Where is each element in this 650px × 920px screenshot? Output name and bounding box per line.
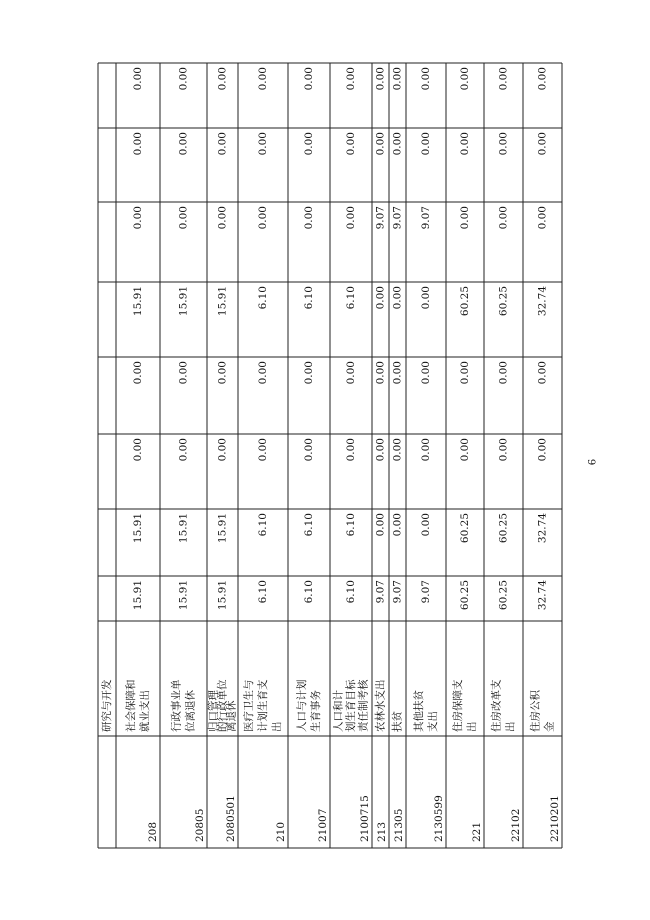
row-value-col-3: 0.00 xyxy=(459,438,471,462)
row-value-col-6: 0.00 xyxy=(536,206,549,230)
row-code: 210 xyxy=(275,821,287,842)
row-value-col-2: 6.10 xyxy=(303,513,315,537)
row-value-col-6: 9.07 xyxy=(420,206,432,230)
row-value-col-3: 0.00 xyxy=(303,438,315,462)
row-name-line: 就业支出 xyxy=(139,690,151,732)
row-name-line: 归口管理 xyxy=(207,690,220,732)
row-value-col-1: 15.91 xyxy=(216,580,229,611)
row-name-line: 的行政单位 xyxy=(216,679,229,732)
row-name-line: 出 xyxy=(504,721,517,732)
row-value-col-1: 9.07 xyxy=(391,580,404,604)
row-name-line: 医疗卫生与 xyxy=(243,679,255,732)
row-name-line: 人口与计划 xyxy=(296,679,308,732)
row-code: 20805 xyxy=(194,808,206,842)
row-name-line: 生育事务 xyxy=(310,690,322,732)
row-value-col-6: 9.07 xyxy=(391,206,404,230)
row-value-col-3: 0.00 xyxy=(257,438,269,462)
row-code: 208 xyxy=(147,821,159,842)
row-value-col-6: 0.00 xyxy=(459,206,471,230)
row-value-col-8: 0.00 xyxy=(345,67,357,91)
row-value-col-1: 15.91 xyxy=(177,580,190,611)
row-value-col-1: 9.07 xyxy=(420,580,432,604)
row-value-col-5: 0.00 xyxy=(420,286,432,310)
row-value-col-5: 32.74 xyxy=(536,286,549,317)
row-value-col-6: 0.00 xyxy=(132,206,144,230)
row-value-col-7: 0.00 xyxy=(177,132,190,156)
row-value-col-4: 0.00 xyxy=(374,361,387,385)
row-value-col-8: 0.00 xyxy=(420,67,432,91)
row-name-line: 社会保障和 xyxy=(125,679,137,732)
row-value-col-7: 0.00 xyxy=(536,132,549,156)
row-name-line: 离退休 xyxy=(225,700,238,732)
row-value-col-6: 0.00 xyxy=(497,206,510,230)
row-value-col-4: 0.00 xyxy=(420,361,432,385)
row-value-col-8: 0.00 xyxy=(132,67,144,91)
row-name-line: 其他扶贫 xyxy=(413,690,425,732)
row-value-col-3: 0.00 xyxy=(177,438,190,462)
row-name-line: 划生育目标 xyxy=(345,679,357,732)
row-name-line: 位离退休 xyxy=(184,690,197,732)
row-value-col-2: 60.25 xyxy=(459,513,471,544)
row-value-col-7: 0.00 xyxy=(345,132,357,156)
row-value-col-3: 0.00 xyxy=(132,438,144,462)
row-value-col-7: 0.00 xyxy=(303,132,315,156)
row-name-line: 住房保障支 xyxy=(452,679,464,732)
row-value-col-2: 0.00 xyxy=(391,513,404,537)
row-value-col-6: 0.00 xyxy=(177,206,190,230)
row-name-line: 金 xyxy=(543,721,556,732)
row-value-col-5: 60.25 xyxy=(459,286,471,317)
row-value-col-3: 0.00 xyxy=(391,438,404,462)
row-value-col-6: 0.00 xyxy=(257,206,269,230)
row-code: 22102 xyxy=(510,808,522,842)
row-value-col-6: 0.00 xyxy=(303,206,315,230)
row-value-col-8: 0.00 xyxy=(497,67,510,91)
row-name-line: 出 xyxy=(271,721,283,732)
row-value-col-7: 0.00 xyxy=(420,132,432,156)
page-number: 9 xyxy=(585,458,596,466)
row-value-col-2: 6.10 xyxy=(345,513,357,537)
row-name-line: 研究与开发 xyxy=(101,679,113,732)
row-value-col-4: 0.00 xyxy=(497,361,510,385)
row-value-col-4: 0.00 xyxy=(216,361,229,385)
row-value-col-5: 15.91 xyxy=(177,286,190,317)
row-value-col-8: 0.00 xyxy=(536,67,549,91)
row-value-col-5: 6.10 xyxy=(345,286,357,310)
row-value-col-6: 9.07 xyxy=(374,206,387,230)
row-value-col-1: 6.10 xyxy=(257,580,269,604)
row-name-line: 住房公积 xyxy=(529,690,542,732)
row-value-col-2: 0.00 xyxy=(374,513,387,537)
row-name-line: 住房改革支 xyxy=(490,679,503,732)
row-value-col-7: 0.00 xyxy=(257,132,269,156)
row-value-col-3: 0.00 xyxy=(420,438,432,462)
row-value-col-2: 0.00 xyxy=(420,513,432,537)
row-value-col-8: 0.00 xyxy=(257,67,269,91)
row-value-col-5: 0.00 xyxy=(374,286,387,310)
row-value-col-2: 60.25 xyxy=(497,513,510,544)
row-value-col-5: 0.00 xyxy=(391,286,404,310)
row-code: 213 xyxy=(376,821,388,842)
row-value-col-7: 0.00 xyxy=(391,132,404,156)
row-value-col-1: 15.91 xyxy=(132,580,144,611)
row-value-col-2: 6.10 xyxy=(257,513,269,537)
row-value-col-2: 15.91 xyxy=(132,513,144,544)
row-value-col-3: 0.00 xyxy=(216,438,229,462)
row-value-col-1: 60.25 xyxy=(459,580,471,611)
row-code: 21007 xyxy=(317,808,329,842)
row-value-col-5: 6.10 xyxy=(303,286,315,310)
row-value-col-4: 0.00 xyxy=(303,361,315,385)
row-value-col-4: 0.00 xyxy=(345,361,357,385)
row-value-col-8: 0.00 xyxy=(177,67,190,91)
row-value-col-3: 0.00 xyxy=(536,438,549,462)
row-value-col-7: 0.00 xyxy=(216,132,229,156)
row-value-col-5: 15.91 xyxy=(216,286,229,317)
row-value-col-1: 9.07 xyxy=(374,580,387,604)
row-value-col-6: 0.00 xyxy=(345,206,357,230)
row-value-col-4: 0.00 xyxy=(177,361,190,385)
row-value-col-1: 6.10 xyxy=(345,580,357,604)
row-value-col-1: 6.10 xyxy=(303,580,315,604)
row-name-line: 支出 xyxy=(427,711,439,732)
row-name-line: 计划生育支 xyxy=(257,679,269,732)
row-name-line: 出 xyxy=(466,721,478,732)
row-value-col-4: 0.00 xyxy=(536,361,549,385)
row-value-col-4: 0.00 xyxy=(132,361,144,385)
row-code: 2210201 xyxy=(549,795,561,842)
row-value-col-7: 0.00 xyxy=(132,132,144,156)
row-name-line: 农林水支出 xyxy=(374,679,387,732)
row-code: 2130599 xyxy=(433,795,445,842)
row-value-col-8: 0.00 xyxy=(459,67,471,91)
row-value-col-5: 60.25 xyxy=(497,286,510,317)
row-value-col-3: 0.00 xyxy=(497,438,510,462)
row-value-col-7: 0.00 xyxy=(374,132,387,156)
row-value-col-3: 0.00 xyxy=(345,438,357,462)
row-value-col-4: 0.00 xyxy=(257,361,269,385)
row-value-col-8: 0.00 xyxy=(303,67,315,91)
row-value-col-8: 0.00 xyxy=(216,67,229,91)
row-code: 2080501 xyxy=(225,795,237,842)
row-value-col-7: 0.00 xyxy=(497,132,510,156)
row-value-col-1: 32.74 xyxy=(536,580,549,611)
row-value-col-5: 15.91 xyxy=(132,286,144,317)
row-value-col-2: 15.91 xyxy=(216,513,229,544)
row-value-col-8: 0.00 xyxy=(374,67,387,91)
row-value-col-3: 0.00 xyxy=(374,438,387,462)
row-code: 221 xyxy=(471,821,483,842)
row-value-col-1: 60.25 xyxy=(497,580,510,611)
row-name-line: 行政事业单 xyxy=(170,679,183,732)
row-value-col-4: 0.00 xyxy=(391,361,404,385)
row-name-line: 人口和计 xyxy=(332,690,345,732)
row-value-col-6: 0.00 xyxy=(216,206,229,230)
row-name-line: 扶贫 xyxy=(391,711,404,732)
row-value-col-2: 15.91 xyxy=(177,513,190,544)
row-code: 21305 xyxy=(393,808,405,842)
row-value-col-2: 32.74 xyxy=(536,513,549,544)
row-value-col-8: 0.00 xyxy=(391,67,404,91)
row-value-col-7: 0.00 xyxy=(459,132,471,156)
row-value-col-4: 0.00 xyxy=(459,361,471,385)
row-name-line: 责任制考核 xyxy=(357,679,370,732)
row-value-col-5: 6.10 xyxy=(257,286,269,310)
row-code: 2100715 xyxy=(359,795,371,842)
